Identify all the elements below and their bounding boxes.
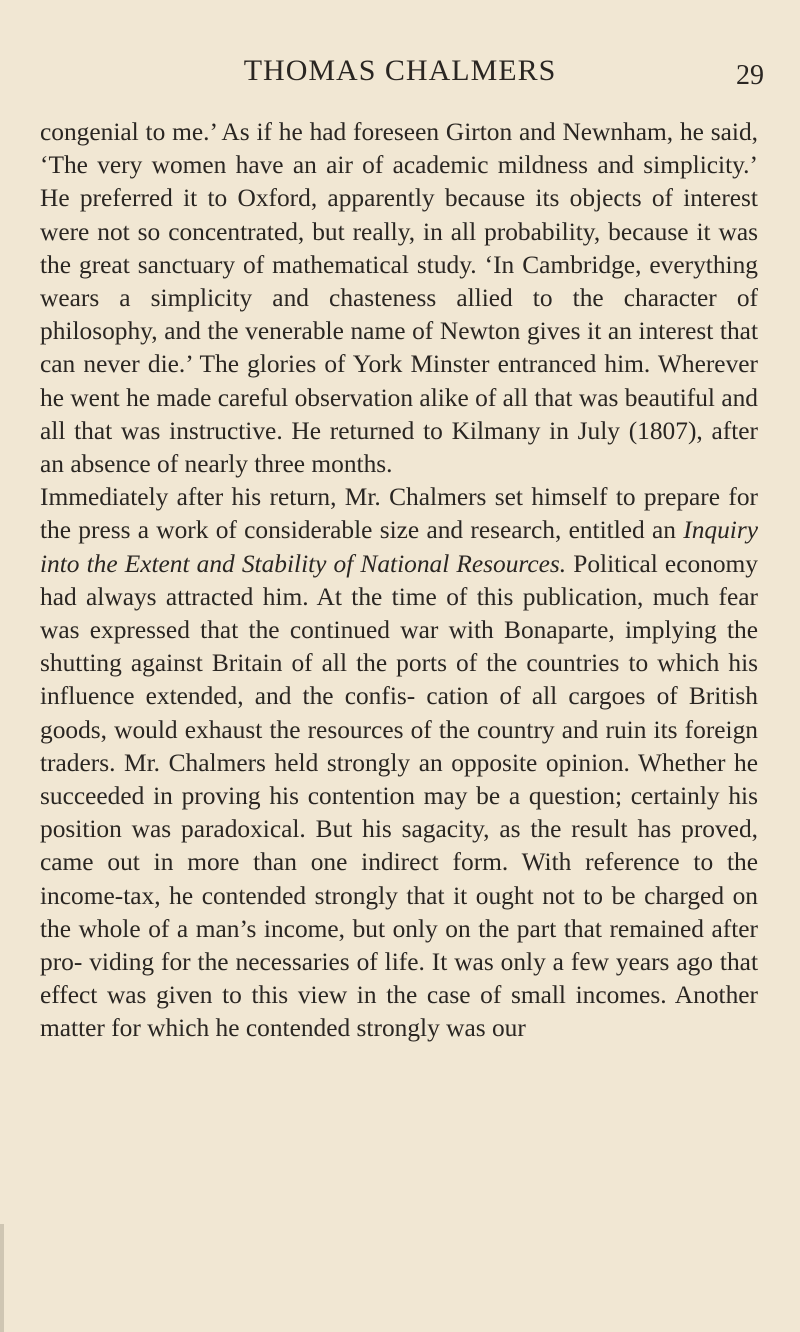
book-title-italic: Inquiry into the Extent and Stability of National Resources. [40, 516, 758, 578]
page-edge-mark [0, 1224, 4, 1332]
running-title: THOMAS CHALMERS [243, 54, 557, 87]
paragraph-2 [40, 481, 758, 1045]
body-text [40, 116, 758, 1046]
paragraph-1: congenial to me.’ As if he had foreseen Girton and Newnham, he said, ‘The very women have an air of academic mildness and simplicity.’ He preferred it to Oxford, apparently because its objects of interest were not so concentrated, but really, in all probability, because it was the great sanctuary of mathematical study. ‘In Cambridge, everything wears a simplicity and chasteness allied to the character of philosophy, and the venerable name of Newton gives it an interest that can never die.’ The glories of York Minster entranced him. Wherever he went he made careful observation alike of all that was beautiful and all that was instructive. He returned to Kilmany in July (1807), after an absence of nearly three months. [40, 118, 758, 479]
paragraph-2-text-after: Political economy had always attracted him. At the time of this publication, much fear was expressed that the continued war with Bonaparte, implying the shutting against Britain of all the ports of the countries to which his influence extended, and the confis- cation of all cargoes of British goods, would exhaust the resources of the country and ruin its foreign traders. Mr. Chalmers held strongly an opposite opinion. Whether he succeeded in proving his contention may be a question; certainly his position was paradoxical. But his sagacity, as the result has proved, came out in more than one indirect form. With reference to the income-tax, he contended strongly that it ought not to be charged on the whole of a man’s income, but only on the part that remained after pro- viding for the necessaries of life. It was only a few years ago that effect was given to this view in the case of small incomes. Another matter for which he contended strongly was our [40, 549, 758, 1043]
page-number: 29 [736, 60, 764, 91]
paragraph-2-text-before: Immediately after his return, Mr. Chalmers set himself to prepare for the press a work of considerable size and research, entitled an [40, 483, 758, 545]
page-header [0, 40, 800, 100]
